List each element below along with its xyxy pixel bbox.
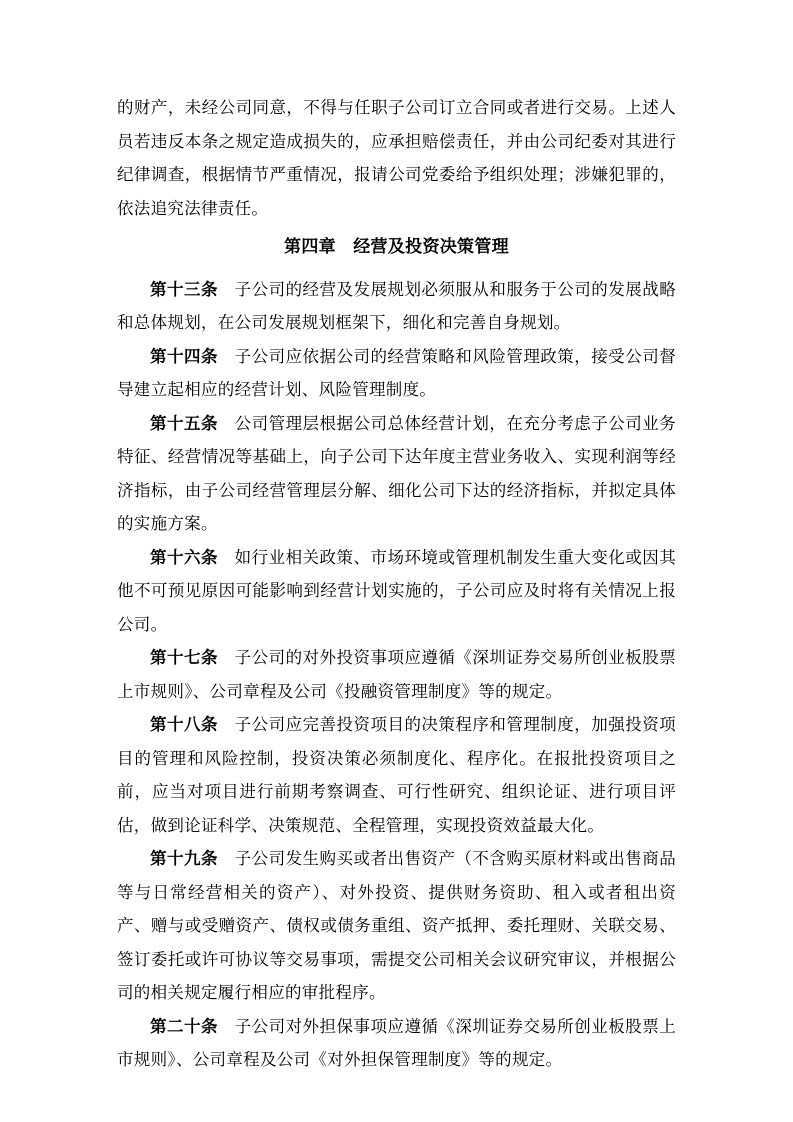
intro-paragraph: 的财产，未经公司同意，不得与任职子公司订立合同或者进行交易。上述人员若违反本条之规定造成损失的，应承担赔偿责任，并由公司纪委对其进行纪律调查，根据情节严重情况，报请公司党委给予组织处理；涉嫌犯罪的，依法追究法律责任。: [117, 98, 676, 218]
article-18: [117, 708, 676, 842]
article-15: [117, 407, 676, 541]
article-14-label: 第十四条: [150, 346, 218, 366]
article-13-text: 子公司的经营及发展规划必须服从和服务于公司的发展战略和总体规划，在公司发展规划框架下，细化和完善自身规划。: [117, 279, 676, 332]
article-16: [117, 541, 676, 642]
article-17: [117, 641, 676, 708]
article-15-text: 公司管理层根据公司总体经营计划，在充分考虑子公司业务特征、经营情况等基础上，向子公司下达年度主营业务收入、实现利润等经济指标，由子公司经营管理层分解、细化公司下达的经济指标，并拟定具体的实施方案。: [117, 413, 676, 533]
chapter-heading: 第四章 经营及投资决策管理: [284, 237, 509, 256]
article-16-text: 如行业相关政策、市场环境或管理机制发生重大变化或因其他不可预见原因可能影响到经营计划实施的，子公司应及时将有关情况上报公司。: [117, 547, 676, 634]
article-20: [117, 1010, 676, 1077]
article-18-text: 子公司应完善投资项目的决策程序和管理制度，加强投资项目的管理和风险控制，投资决策必须制度化、程序化。在报批投资项目之前，应当对项目进行前期考察调查、可行性研究、组织论证、进行项目评估，做到论证科学、决策规范、全程管理，实现投资效益最大化。: [117, 715, 676, 835]
article-20-text: 子公司对外担保事项应遵循《深圳证券交易所创业板股票上市规则》、公司章程及公司《对外担保管理制度》等的规定。: [117, 1016, 676, 1069]
article-17-text: 子公司的对外投资事项应遵循《深圳证券交易所创业板股票上市规则》、公司章程及公司《投融资管理制度》等的规定。: [117, 648, 676, 701]
article-19: [117, 842, 676, 1010]
article-20-label: 第二十条: [150, 1016, 218, 1036]
article-18-label: 第十八条: [150, 715, 218, 734]
article-13-label: 第十三条: [150, 279, 218, 299]
article-19-label: 第十九条: [150, 849, 218, 868]
article-15-label: 第十五条: [150, 413, 218, 433]
document-body: [117, 91, 676, 1077]
article-19-text: 子公司发生购买或者出售资产（不含购买原材料或出售商品等与日常经营相关的资产）、对外投资、提供财务资助、租入或者租出资产、赠与或受赠资产、债权或债务重组、资产抵押、委托理财、关联交易、签订委托或许可协议等交易事项，需提交公司相关会议研究审议，并根据公司的相关规定履行相应的审批程序。: [117, 849, 676, 1002]
article-17-label: 第十七条: [150, 648, 218, 667]
article-16-label: 第十六条: [150, 547, 218, 567]
article-14: [117, 340, 676, 407]
article-14-text: 子公司应依据公司的经营策略和风险管理政策，接受公司督导建立起相应的经营计划、风险管理制度。: [117, 346, 676, 399]
article-13: [117, 273, 676, 340]
